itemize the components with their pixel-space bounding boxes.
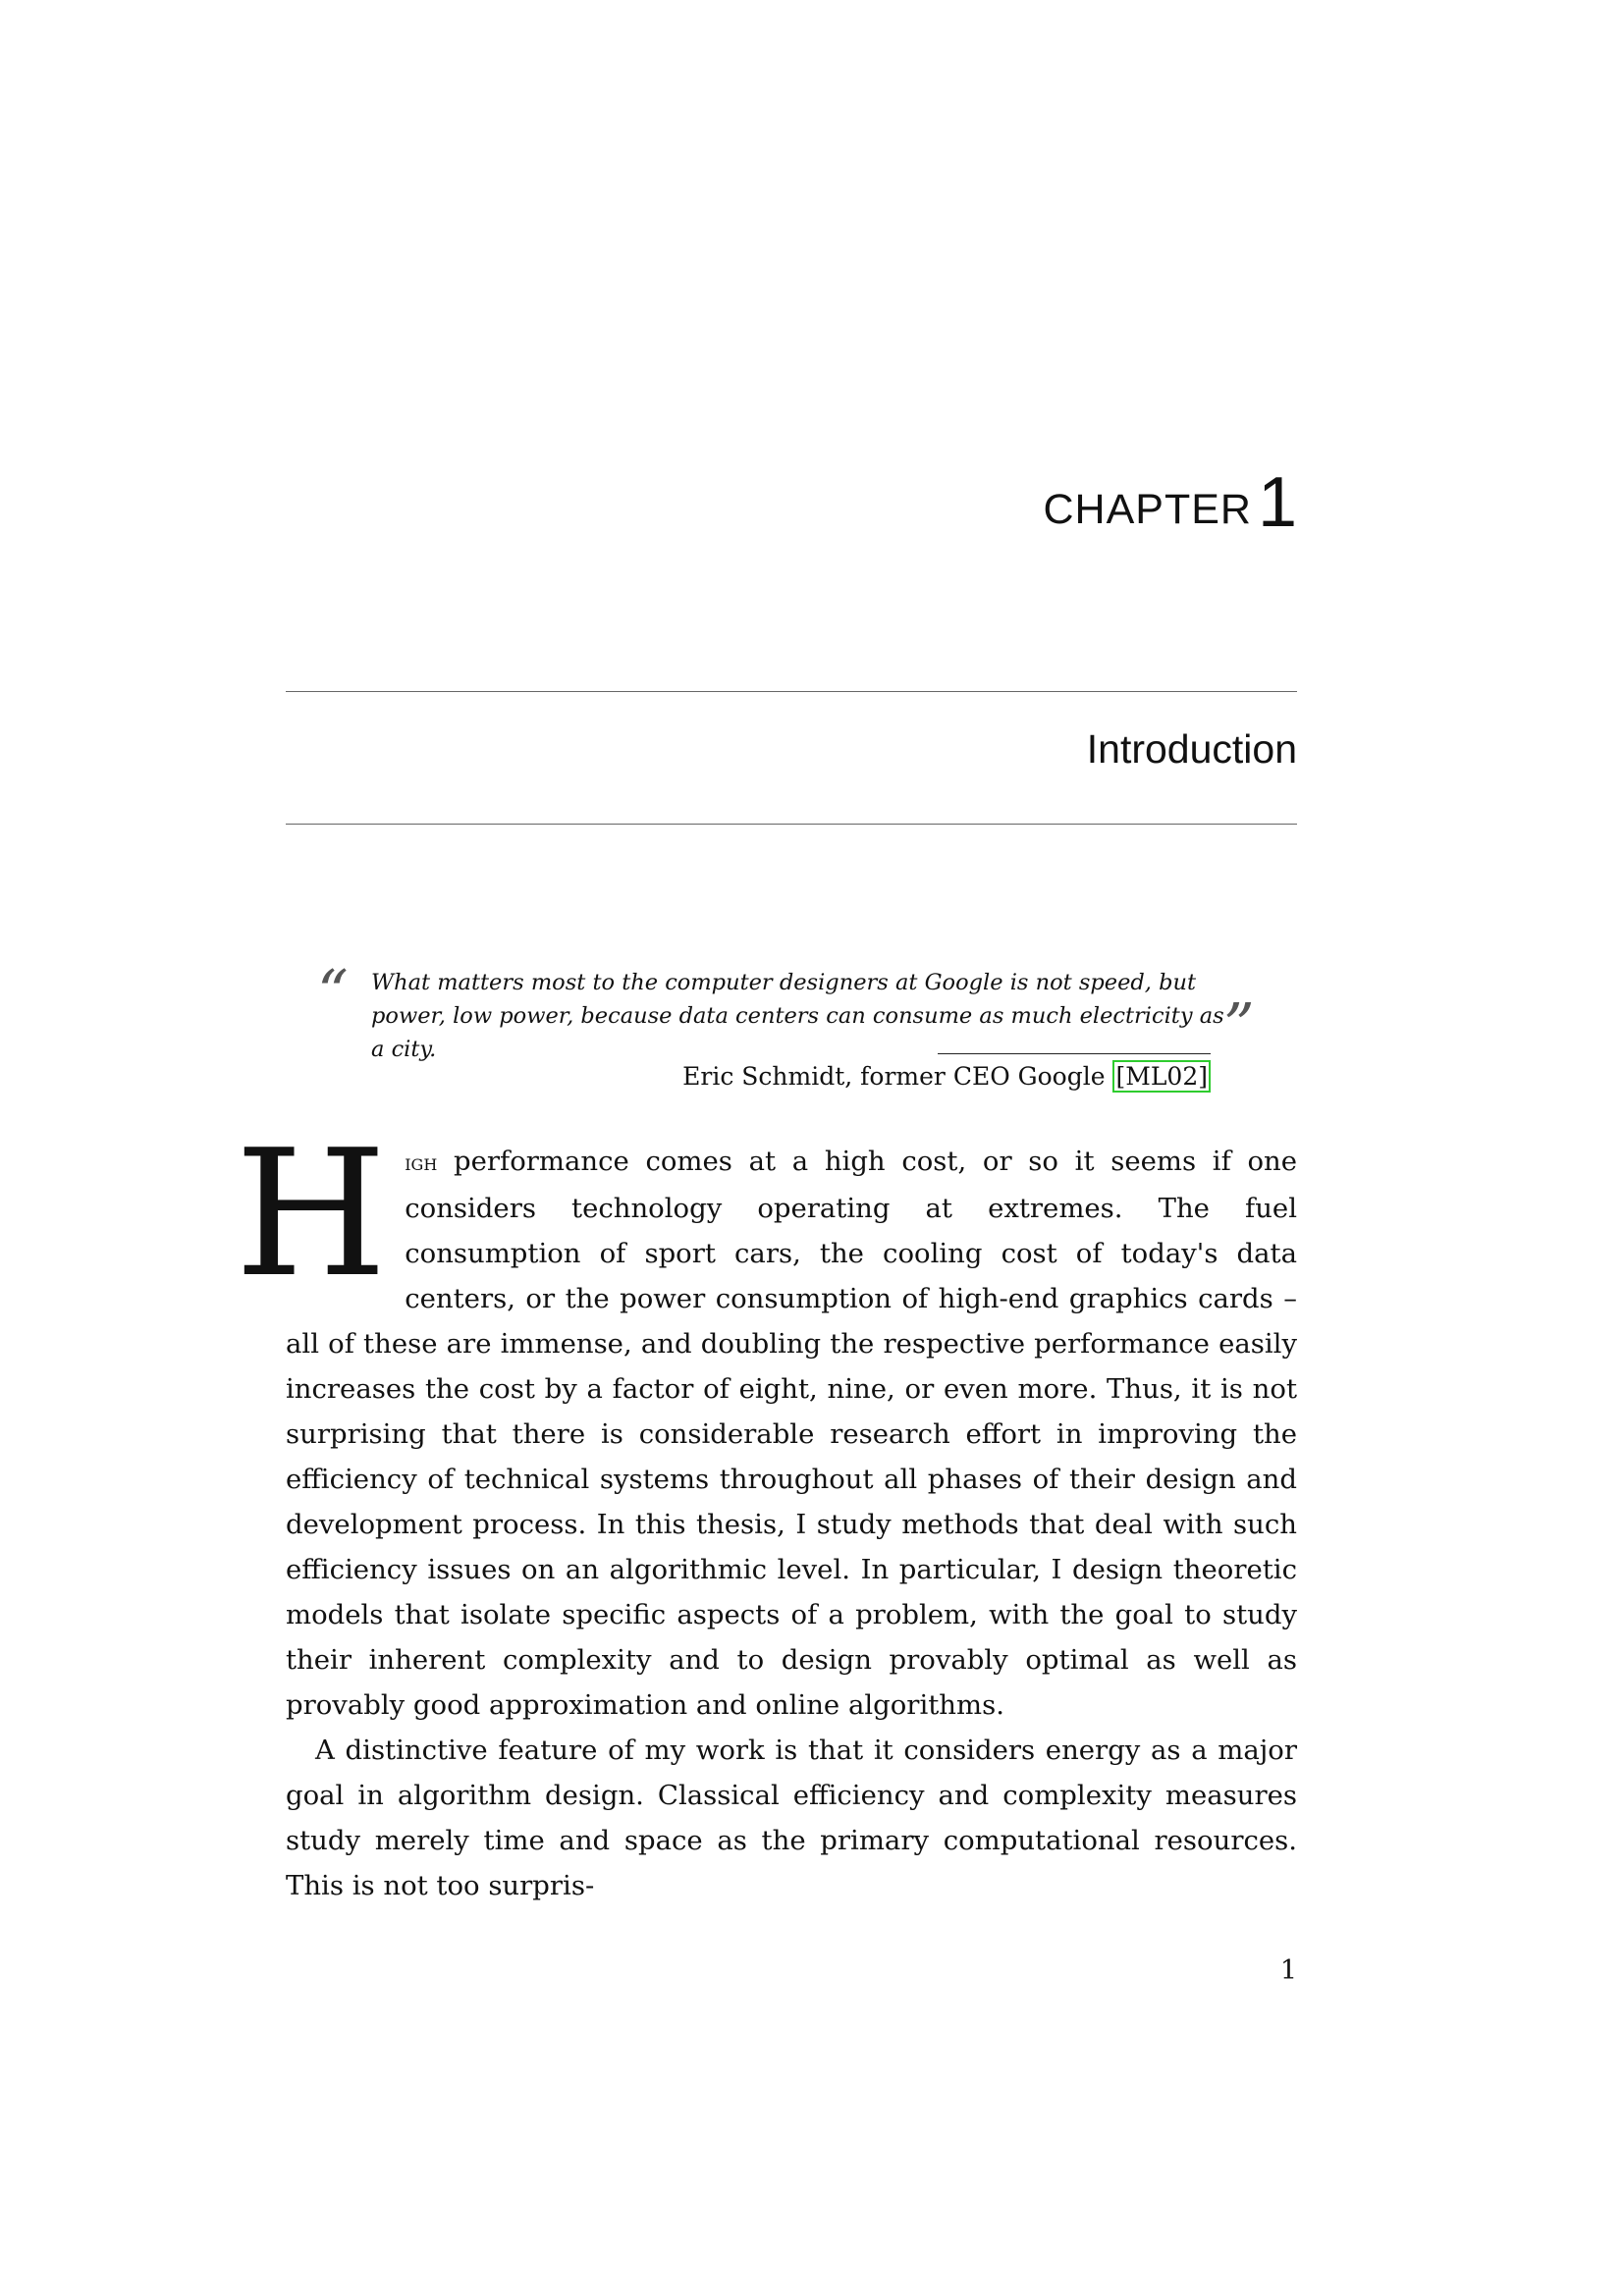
small-caps-lead: igh: [405, 1150, 438, 1176]
drop-cap: H: [235, 1112, 388, 1315]
chapter-heading: [1043, 459, 1297, 540]
title-rule-top: [286, 691, 1297, 692]
body-text: [235, 1112, 1297, 1908]
chapter-label: CHAPTER: [1043, 486, 1252, 533]
open-quote-mark: “: [317, 956, 349, 1028]
title-rule-bottom: [286, 824, 1297, 825]
chapter-number: 1: [1257, 463, 1297, 542]
close-quote-mark: ”: [1223, 989, 1255, 1061]
paragraph-1: [235, 1112, 1297, 1728]
paragraph-1-text: performance comes at a high cost, or so it seems if one considers technology operating at extremes. The fuel consumption of sport cars, the cooling cost of today's data centers, or the power consumption of high-end graphics cards – all of these are immense, and doubling the respective performance easily increases the cost by a factor of eight, nine, or even more. Thus, it is not surprising that there is considerable research effort in improving the efficiency of technical systems throughout all phases of their design and development process. In this thesis, I study methods that deal with such efficiency issues on an algorithmic level. In particular, I design theoretic models that isolate specific aspects of a problem, with the goal to study their inherent complexity and to design provably optimal as well as provably good approximation and online algorithms.: [286, 1146, 1297, 1721]
epigraph-quote: What matters most to the computer designers at Google is not speed, but power, low power, because data centers can consume as much electricity as a city.: [371, 970, 1224, 1062]
page-number: 1: [1279, 1955, 1297, 1986]
citation-link[interactable]: [ML02]: [1112, 1060, 1211, 1093]
paragraph-2: A distinctive feature of my work is that it considers energy as a major goal in algorithm design. Classical efficiency and complexity measures study merely time and space as the primary computational resources. This is not too surpris-: [286, 1735, 1297, 1901]
attribution-rule: [938, 1053, 1211, 1054]
chapter-title: Introduction: [1086, 726, 1297, 772]
attribution-text: Eric Schmidt, former CEO Google: [682, 1062, 1113, 1091]
epigraph-attribution: [682, 1062, 1211, 1091]
